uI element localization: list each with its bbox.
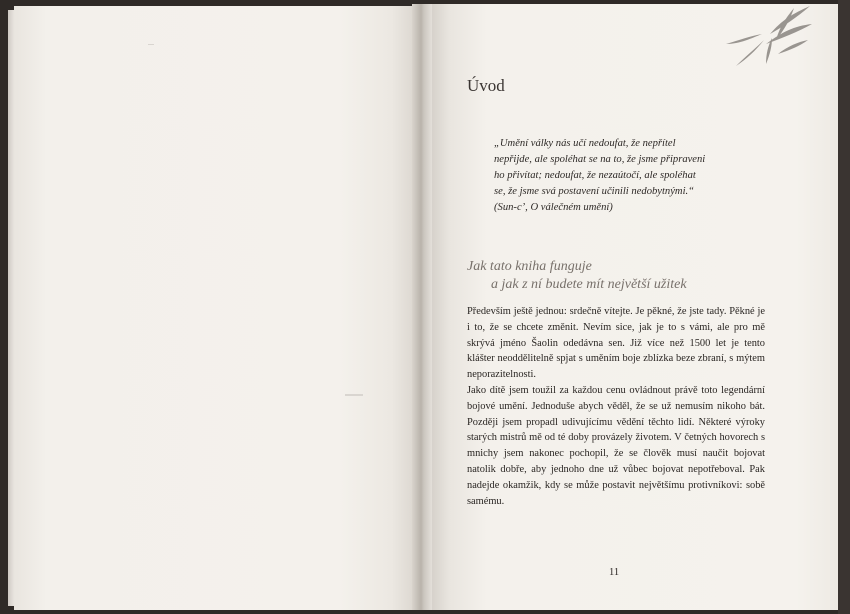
paper-speck: [148, 44, 154, 45]
quote-attribution: (Sun-c’, O válečném umění): [494, 202, 613, 213]
section-heading-line2: a jak z ní budete mít největší užitek: [491, 277, 687, 292]
page-number: 11: [609, 567, 620, 578]
quote-line: se, že jsme svá postavení učinili nedobytnými.“: [494, 186, 695, 197]
section-heading-line1: Jak tato kniha funguje: [467, 259, 592, 274]
section-heading: [467, 258, 767, 294]
bamboo-leaves-icon: [722, 4, 814, 68]
body-text: [467, 304, 765, 509]
epigraph-quote: [494, 136, 764, 216]
left-page-blank: [14, 6, 420, 610]
body-paragraph: Jako dítě jsem toužil za každou cenu ovládnout právě toto legendární bojové umění. Jednoduše abych věděl, že se už nemusím nikoho bát. Později jsem propadl udivujícímu vědění těchto lidí. Některé výroky starých mistrů mě od té doby provázely životem. V četných hovorech s mnichy jsem nakonec pochopil, že se člověk musí naučit bojovat natolik dobře, aby jednoho dne už vůbec bojovat nepotřeboval. Pak nadejde okamžik, kdy se může postavit největšímu protivníkovi: sobě samému.: [467, 384, 765, 507]
book-gutter: [412, 4, 432, 610]
quote-line: „Umění války nás učí nedoufat, že nepřítel: [494, 138, 676, 149]
chapter-title: Úvod: [467, 76, 505, 95]
paper-speck: [345, 394, 363, 396]
quote-line: ho přivítat; nedoufat, že nezaútočí, ale spoléhat: [494, 170, 696, 181]
right-scan-edge: [838, 0, 850, 614]
quote-line: nepřijde, ale spoléhat se na to, že jsme připraveni: [494, 154, 706, 165]
body-paragraph: Především ještě jednou: srdečně vítejte. Je pěkné, že jste tady. Pěkné je i to, že se chcete změnit. Nevím sice, jak je to s vámi, ale pro mě skrývá jméno Šaolin odedávna sen. Již více než 1500 let je tento klášter neoddělitelně spjat s uměním boje zblízka beze zbraní, s mýtem neporazitelnosti.: [467, 306, 765, 381]
